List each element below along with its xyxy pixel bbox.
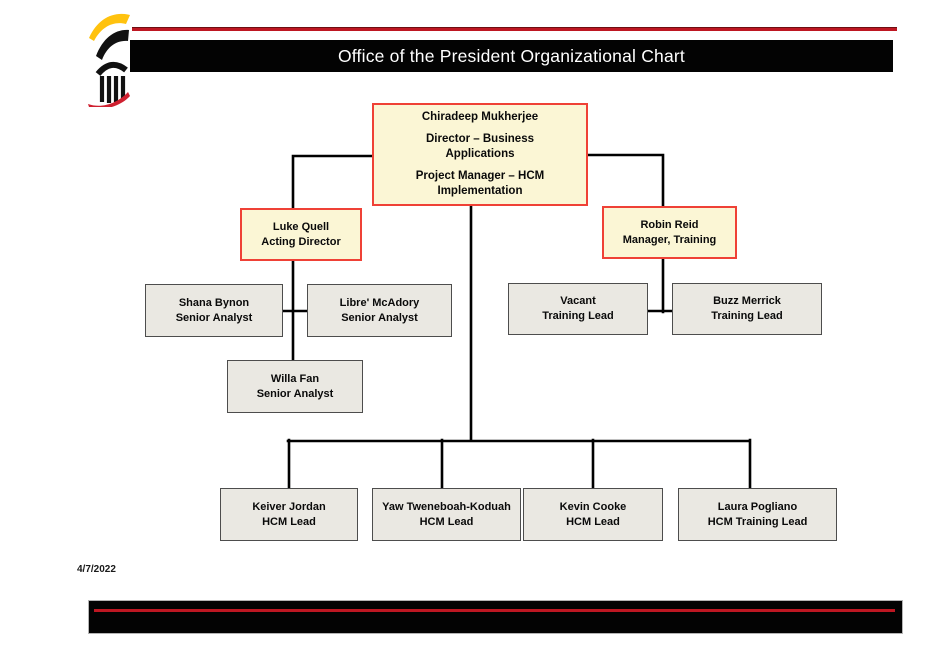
org-node-robin-reid [602, 206, 737, 259]
person-name: Luke Quell [272, 220, 330, 233]
person-name: Laura Pogliano [717, 500, 798, 513]
org-node-libre-mcadory [307, 284, 452, 337]
person-title: Director – Business Applications [425, 132, 534, 160]
person-name: Yaw Tweneboah-Koduah [382, 500, 511, 513]
person-title: HCM Lead [262, 515, 316, 528]
person-name: Libre' McAdory [339, 296, 420, 309]
person-name: Kevin Cooke [559, 500, 627, 513]
org-node-buzz-merrick [672, 283, 822, 335]
person-title: Manager, Training [622, 233, 717, 246]
org-node-chiradeep-mukherjee [372, 103, 588, 206]
person-title: Senior Analyst [175, 311, 253, 324]
org-node-kevin-cooke [523, 488, 663, 541]
person-title: HCM Training Lead [707, 515, 808, 528]
person-title: HCM Lead [566, 515, 620, 528]
org-node-willa-fan [227, 360, 363, 413]
person-name: Keiver Jordan [252, 500, 326, 513]
person-name: Shana Bynon [178, 296, 250, 309]
person-title: Training Lead [542, 310, 614, 322]
org-node-laura-pogliano [678, 488, 837, 541]
person-name: Chiradeep Mukherjee [421, 110, 539, 123]
footer-accent-line [94, 609, 895, 612]
org-node-keiver-jordan [220, 488, 358, 541]
org-node-shana-bynon [145, 284, 283, 337]
org-node-luke-quell [240, 208, 362, 261]
person-title: Project Manager – HCM Implementation [415, 170, 545, 198]
person-title: Acting Director [261, 235, 341, 248]
org-node-yaw-tweneboah-koduah [372, 488, 521, 541]
person-name: Robin Reid [640, 218, 699, 231]
org-node-vacant-training-lead [508, 283, 648, 335]
person-title: Senior Analyst [256, 387, 334, 400]
person-name: Vacant [560, 295, 596, 308]
page-title: Office of the President Organizational Chart [338, 45, 685, 66]
person-name: Willa Fan [270, 372, 320, 385]
person-title: Senior Analyst [341, 311, 418, 324]
person-name: Buzz Merrick [713, 295, 781, 308]
person-title: Training Lead [711, 310, 783, 322]
date-label: 4/7/2022 [77, 564, 116, 575]
footer-bar [88, 600, 903, 634]
person-title: HCM Lead [419, 515, 474, 528]
